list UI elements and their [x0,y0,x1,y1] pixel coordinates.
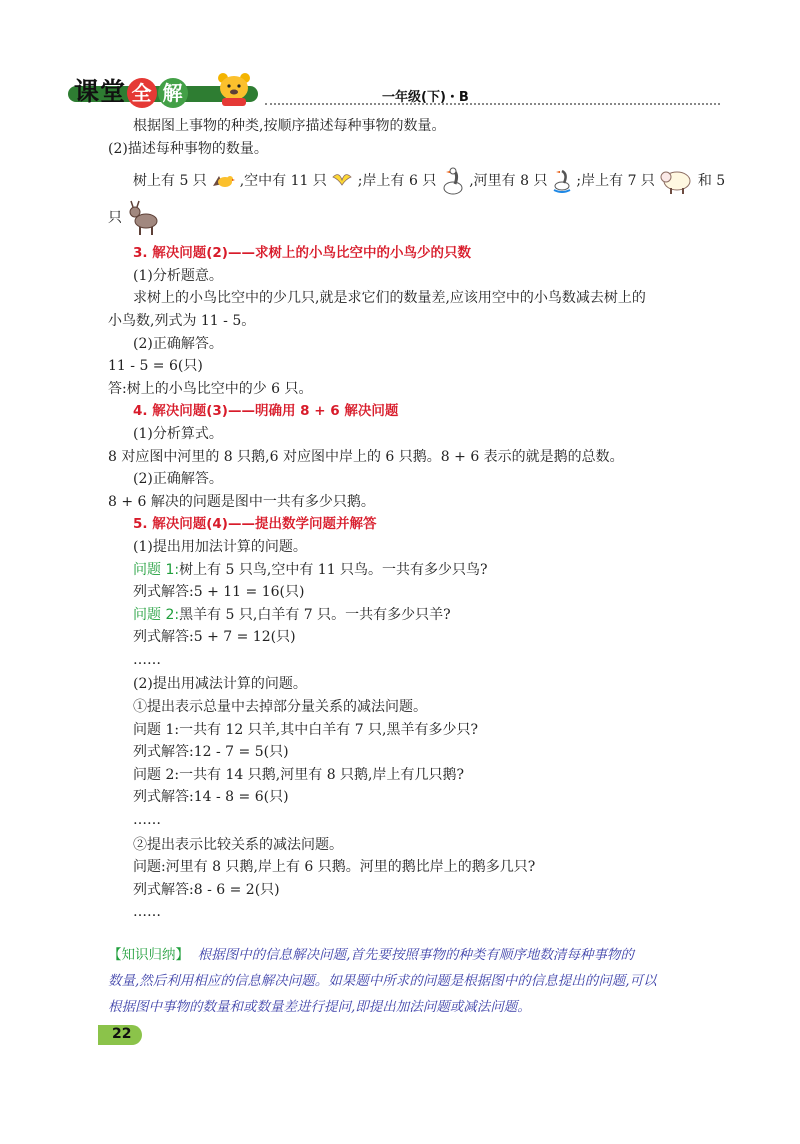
animal-text-1: 树上有 5 只 [133,173,207,190]
animal-text-2: ,空中有 11 只 [239,173,327,190]
page-header [60,70,720,110]
ellipsis-3: …… [133,904,161,921]
step-addition-questions: (1)提出用加法计算的问题。 [133,538,307,555]
ellipsis-2: …… [133,812,161,829]
logo-char-quan: 全 [127,78,157,108]
question-3: 问题 1:一共有 12 只羊,其中白羊有 7 只,黑羊有多少只? [133,721,479,738]
analysis-line-b: 小鸟数,列式为 11 - 5。 [108,312,256,329]
goose-on-shore-icon [441,166,465,196]
animal-text-3: ;岸上有 6 只 [357,173,437,190]
summary-line-1 [108,942,704,968]
page-number: 22 [112,1026,132,1042]
summary-line-2: 数量,然后利用相应的信息解决问题。如果题中所求的问题是根据图中的信息提出的问题,可以 [108,973,657,989]
summary-line-3: 根据图中事物的数量和或数量差进行提问,即提出加法问题或减法问题。 [108,999,531,1015]
animal-count-line-2 [108,198,698,238]
sheep-icon [659,166,693,196]
step-analyze: (1)分析题意。 [133,267,223,284]
expression-answer: 8 + 6 解决的问题是图中一共有多少只鹅。 [108,493,375,510]
bear-mascot-icon [212,70,256,106]
question-2 [108,604,698,627]
knowledge-summary [108,942,704,1020]
answer-1: 列式解答:5 + 11 = 16(只) [133,584,305,601]
summary-text-1: 根据图中的信息解决问题,首先要按照事物的种类有顺序地数清每种事物的 [197,947,634,963]
heading-problem-3: 4. 解决问题(3)——明确用 8 + 6 解决问题 [133,403,399,420]
step-describe-quantity: (2)描述每种事物的数量。 [108,140,268,157]
animal-text-6: 和 5 [697,173,726,190]
logo-char-ke: 课 [74,77,101,106]
ellipsis-1: …… [133,651,161,668]
goose-in-river-icon [552,168,572,194]
answer-4: 列式解答:14 - 8 = 6(只) [133,789,289,806]
question-1-label: 问题 1: [133,561,180,578]
heading-problem-4: 5. 解决问题(4)——提出数学问题并解答 [133,516,377,533]
step-subtraction-questions: (2)提出用减法计算的问题。 [133,676,307,693]
animal-text-7: 只 [108,210,122,227]
answer-line: 答:树上的小鸟比空中的少 6 只。 [108,380,313,397]
step-analyze-expression: (1)分析算式。 [133,425,223,442]
answer-3: 列式解答:12 - 7 = 5(只) [133,744,289,761]
question-2-text: 黑羊有 5 只,白羊有 7 只。一共有多少只羊? [179,606,451,623]
flying-bird-icon [331,171,353,191]
animal-text-4: ,河里有 8 只 [469,173,548,190]
header-divider [265,103,720,105]
animal-count-line [108,164,726,198]
expression-explanation: 8 对应图中河里的 8 只鹅,6 对应图中岸上的 6 只鹅。8 + 6 表示的就是鹅的总数。 [108,448,624,465]
animal-text-5: ;岸上有 7 只 [576,173,655,190]
equation-11-5: 11 - 5 = 6(只) [108,358,203,375]
summary-tag: 【知识归纳】 [108,947,189,963]
answer-5: 列式解答:8 - 6 = 2(只) [133,881,280,898]
grade-label: 一年级(下)・B [382,90,469,105]
subtraction-type-2: ②提出表示比较关系的减法问题。 [133,836,343,853]
goat-icon [126,199,162,237]
logo-char-jie: 解 [158,78,188,108]
main-content [108,115,726,924]
intro-line: 根据图上事物的种类,按顺序描述每种事物的数量。 [133,118,446,134]
bird-on-tree-icon [211,170,235,192]
analysis-line-a: 求树上的小鸟比空中的少几只,就是求它们的数量差,应该用空中的小鸟数减去树上的 [133,290,646,307]
step-solve-2: (2)正确解答。 [133,471,223,488]
answer-2: 列式解答:5 + 7 = 12(只) [133,629,296,646]
question-5: 问题:河里有 8 只鹅,岸上有 6 只鹅。河里的鹅比岸上的鹅多几只? [133,859,536,876]
question-1 [108,559,698,582]
book-logo [74,72,188,108]
question-1-text: 树上有 5 只鸟,空中有 11 只鸟。一共有多少只鸟? [179,561,488,578]
logo-char-tang: 堂 [100,77,127,106]
step-solve: (2)正确解答。 [133,335,223,352]
question-4: 问题 2:一共有 14 只鹅,河里有 8 只鹅,岸上有几只鹅? [133,766,465,783]
heading-problem-2: 3. 解决问题(2)——求树上的小鸟比空中的小鸟少的只数 [133,245,471,262]
question-2-label: 问题 2: [133,606,180,623]
subtraction-type-1: ①提出表示总量中去掉部分量关系的减法问题。 [133,699,427,716]
